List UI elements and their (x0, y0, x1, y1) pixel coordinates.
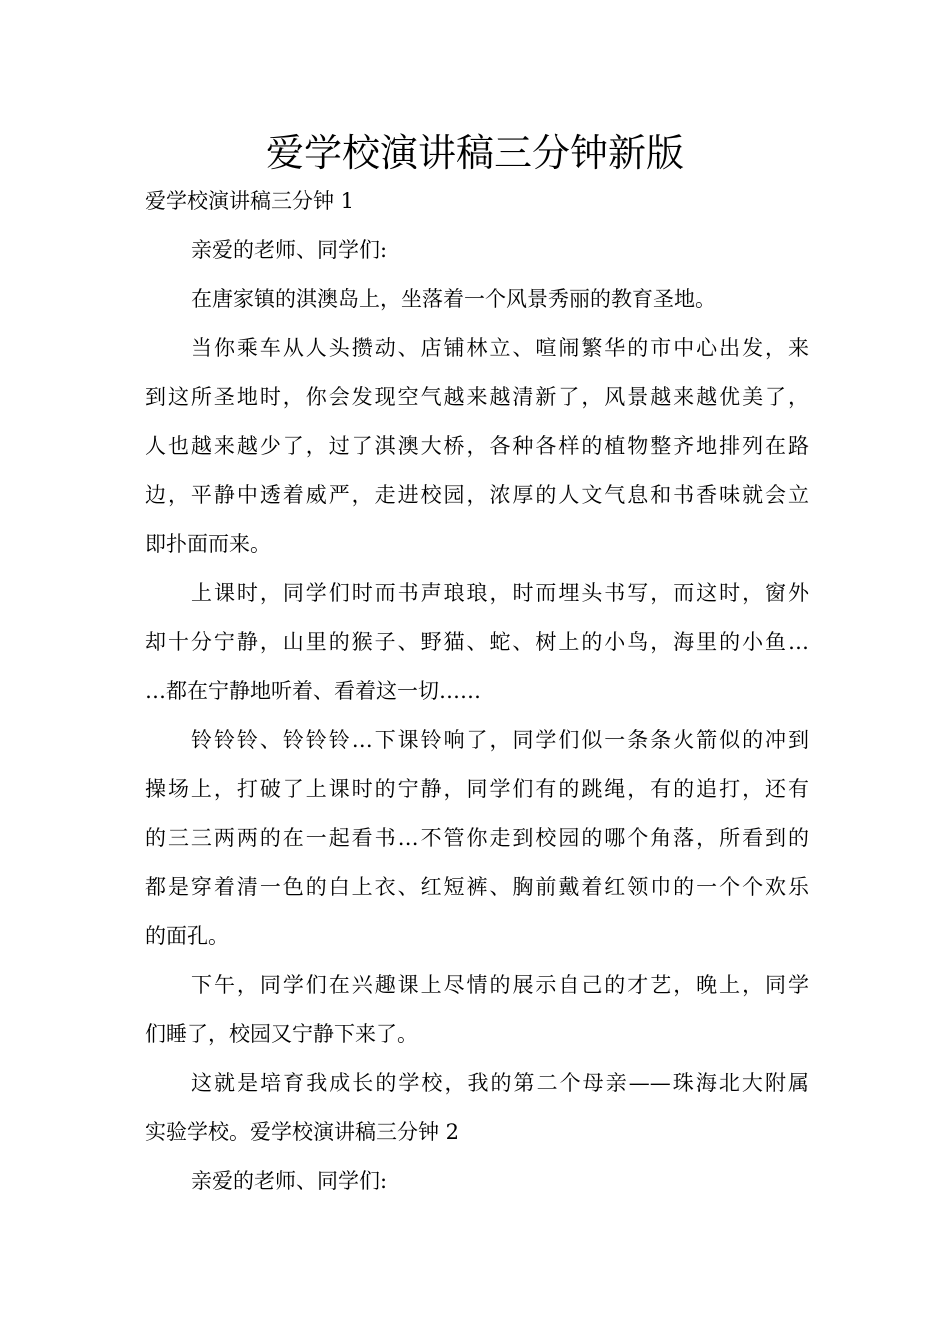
paragraph-5-line-1: 下午，同学们在兴趣课上尽情的展示自己的才艺，晚上，同学 (191, 973, 809, 997)
paragraph-2-line-3: 人也越来越少了，过了淇澳大桥，各种各样的植物整齐地排列在路 (145, 434, 809, 458)
document-title: 爱学校演讲稿三分钟新版 (265, 131, 684, 175)
paragraph-1-line-1: 在唐家镇的淇澳岛上，坐落着一个风景秀丽的教育圣地。 (191, 287, 716, 311)
section-heading-1: 爱学校演讲稿三分钟 1 (145, 189, 355, 213)
paragraph-3-line-3: …都在宁静地听着、看着这一切…… (145, 679, 481, 703)
paragraph-4-line-3: 的三三两两的在一起看书…不管你走到校园的哪个角落，所看到的 (145, 826, 809, 850)
paragraph-3-line-1: 上课时，同学们时而书声琅琅，时而埋头书写，而这时，窗外 (191, 581, 809, 605)
paragraph-4-line-4: 都是穿着清一色的白上衣、红短裤、胸前戴着红领巾的一个个欢乐 (145, 875, 809, 899)
paragraph-6-line-2: 实验学校。爱学校演讲稿三分钟 2 (145, 1120, 460, 1144)
document-body (145, 177, 809, 1206)
paragraph-4-line-5: 的面孔。 (145, 924, 229, 948)
paragraph-4-line-1: 铃铃铃、铃铃铃…下课铃响了，同学们似一条条火箭似的冲到 (191, 728, 809, 752)
paragraph-3-line-2: 却十分宁静，山里的猴子、野猫、蛇、树上的小鸟，海里的小鱼… (145, 630, 809, 654)
paragraph-6-line-1: 这就是培育我成长的学校，我的第二个母亲——珠海北大附属 (191, 1071, 809, 1095)
paragraph-2-line-4: 边，平静中透着威严，走进校园，浓厚的人文气息和书香味就会立 (145, 483, 809, 507)
paragraph-2-line-1: 当你乘车从人头攒动、店铺林立、喧闹繁华的市中心出发，来 (191, 336, 809, 360)
paragraph-5-line-2: 们睡了，校园又宁静下来了。 (145, 1022, 418, 1046)
salutation-2: 亲爱的老师、同学们: (191, 1169, 388, 1193)
paragraph-4-line-2: 操场上，打破了上课时的宁静，同学们有的跳绳，有的追打，还有 (145, 777, 809, 801)
paragraph-2-line-5: 即扑面而来。 (145, 532, 271, 556)
paragraph-2-line-2: 到这所圣地时，你会发现空气越来越清新了，风景越来越优美了， (145, 385, 809, 409)
salutation-1: 亲爱的老师、同学们: (191, 238, 388, 262)
